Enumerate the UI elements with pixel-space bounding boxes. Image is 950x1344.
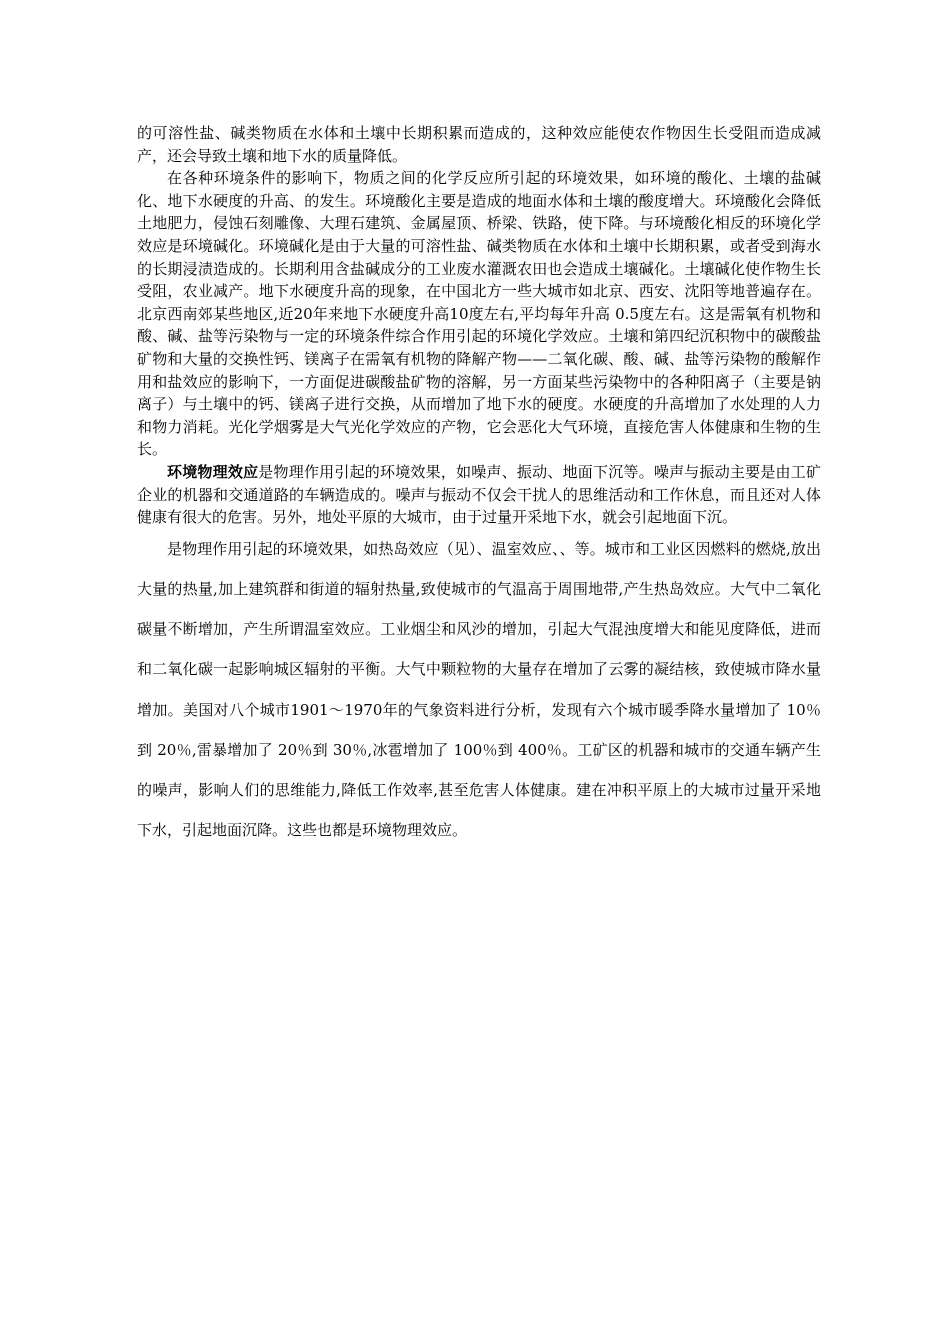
term-physical-effect: 环境物理效应 <box>167 462 259 481</box>
paragraph-continuation: 的可溶性盐、碱类物质在水体和土壤中长期积累而造成的，这种效应能使农作物因生长受阻而造成减产，还会导致土壤和地下水的质量降低。 <box>137 124 821 165</box>
paragraph-chemical-effect: 在各种环境条件的影响下，物质之间的化学反应所引起的环境效果，如环境的酸化、土壤的盐碱化、地下水硬度的升高、的发生。环境酸化主要是造成的地面水体和土壤的酸度增大。环境酸化会降低土地肥力，侵蚀石刻雕像、大理石建筑、金属屋顶、桥梁、铁路，使下降。与环境酸化相反的环境化学效应是环境碱化。环境碱化是由于大量的可溶性盐、碱类物质在水体和土壤中长期积累，或者受到海水的长期浸渍造成的。长期利用含盐碱成分的工业废水灌溉农田也会造成土壤碱化。土壤碱化使作物生长受阻，农业减产。地下水硬度升高的现象，在中国北方一些大城市如北京、西安、沈阳等地普遍存在。北京西南郊某些地区,近20年来地下水硬度升高10度左右,平均每年升高 0.5度左右。这是需氧有机物和酸、碱、盐等污染物与一定的环境条件综合作用引起的环境化学效应。土壤和第四纪沉积物中的碳酸盐矿物和大量的交换性钙、镁离子在需氧有机物的降解产物——二氧化碳、酸、碱、盐等污染物的酸解作用和盐效应的影响下，一方面促进碳酸盐矿物的溶解，另一方面某些污染物中的各种阳离子（主要是钠离子）与土壤中的钙、镁离子进行交换，从而增加了地下水的硬度。水硬度的升高增加了水处理的人力和物力消耗。光化学烟雾是大气光化学效应的产物，它会恶化大气环境，直接危害人体健康和生物的生长。 <box>137 169 821 459</box>
physical-effect-text: 是物理作用引起的环境效果，如噪声、振动、地面下沉等。噪声与振动主要是由工矿企业的机器和交通道路的车辆造成的。噪声与振动不仅会干扰人的思维活动和工作休息，而且还对人体健康有很大的危害。另外，地处平原的大城市，由于过量开采地下水，就会引起地面下沉。 <box>137 462 821 527</box>
paragraph-physical-effect <box>137 461 821 529</box>
document-body <box>137 122 821 850</box>
paragraph-heat-island: 是物理作用引起的环境效果，如热岛效应（见）、温室效应、、等。城市和工业区因燃料的燃烧,放出大量的热量,加上建筑群和街道的辐射热量,致使城市的气温高于周围地带,产生热岛效应。大气中二氧化碳量不断增加，产生所谓温室效应。工业烟尘和风沙的增加，引起大气混浊度增大和能见度降低，进而和二氧化碳一起影响城区辐射的平衡。大气中颗粒物的大量存在增加了云雾的凝结核，致使城市降水量增加。美国对八个城市1901～1970年的气象资料进行分析，发现有六个城市暖季降水量增加了 10％到 20％,雷暴增加了 20％到 30％,冰雹增加了 100％到 400％。工矿区的机器和城市的交通车辆产生的噪声，影响人们的思维能力,降低工作效率,甚至危害人体健康。建在冲积平原上的大城市过量开采地下水，引起地面沉降。这些也都是环境物理效应。 <box>137 539 821 840</box>
